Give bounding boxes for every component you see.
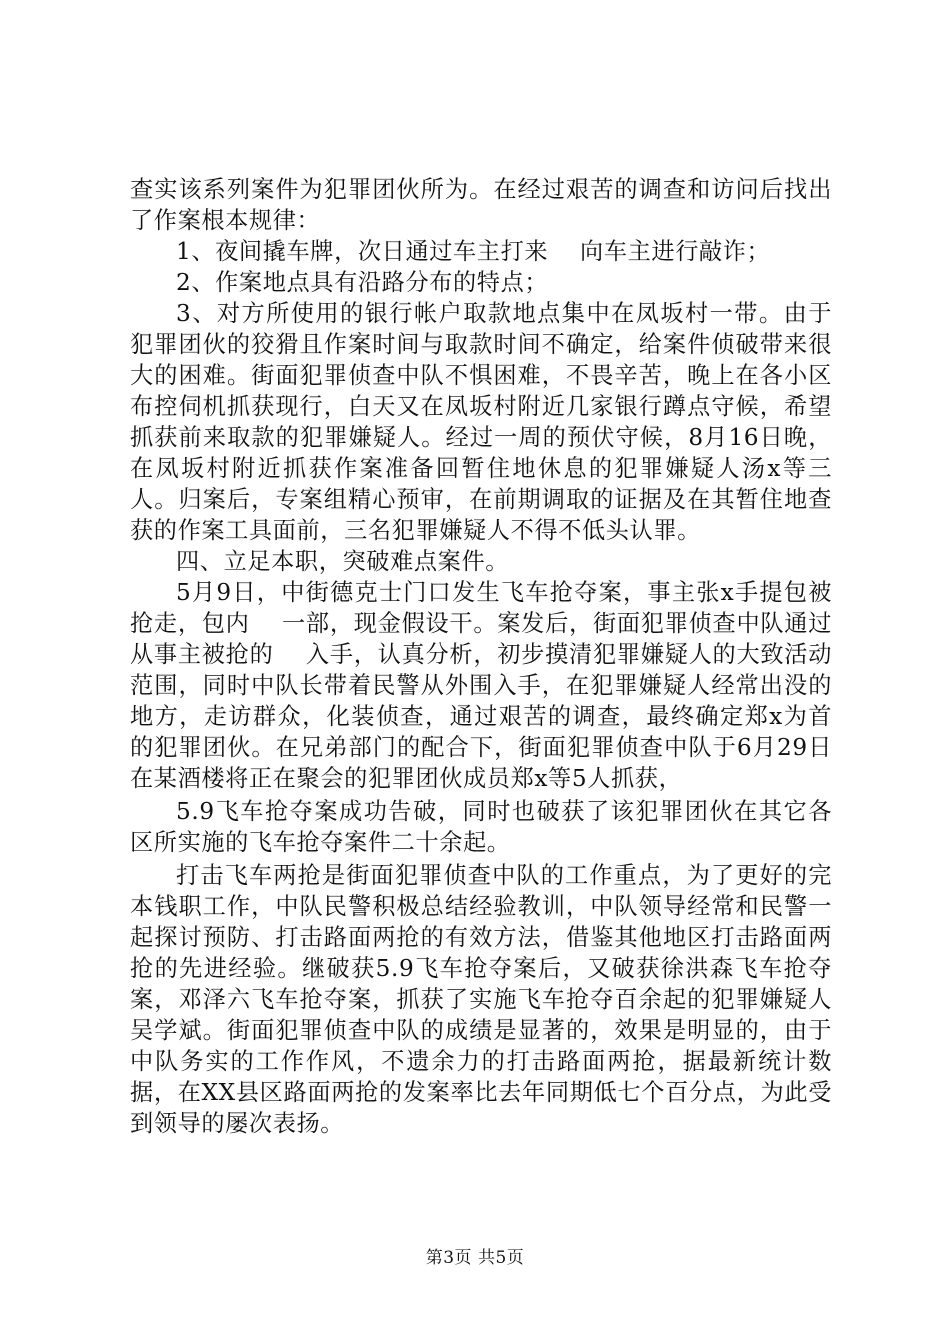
paragraph-continuation: 查实该系列案件为犯罪团伙所为。在经过艰苦的调查和访问后找出了作案根本规律： (130, 176, 832, 234)
list-item-1: 1、夜间撬车牌，次日通过车主打来 向车主进行敲诈； (176, 238, 771, 265)
paragraph-case-result: 5.9飞车抢夺案成功告破，同时也破获了该犯罪团伙在其它各区所实施的飞车抢夺案件二十余起。 (130, 798, 832, 856)
paragraph-summary: 打击飞车两抢是街面犯罪侦查中队的工作重点，为了更好的完本钱职工作，中队民警积极总结经验教训，中队领导经常和民警一起探讨预防、打击路面两抢的有效方法，借鉴其他地区打击路面两抢的先进经验。继破获5.9飞车抢夺案后，又破获徐洪森飞车抢夺案，邓泽六飞车抢夺案，抓获了实施飞车抢夺百余起的犯罪嫌疑人吴学斌。街面犯罪侦查中队的成绩是显著的，效果是明显的，由于中队务实的工作作风，不遗余力的打击路面两抢，据最新统计数据，在XX县区路面两抢的发案率比去年同期低七个百分点，为此受到领导的屡次表扬。 (130, 862, 832, 1137)
paragraph-case-0509: 5月9日，中街德克士门口发生飞车抢夺案，事主张x手提包被抢走，包内 一部，现金假设干。案发后，街面犯罪侦查中队通过从事主被抢的 入手，认真分析，初步摸清犯罪嫌疑人的大致活动范围，同时中队长带着民警从外围入手，在犯罪嫌疑人经常出没的地方，走访群众，化装侦查，通过艰苦的调查，最终确定郑x为首的犯罪团伙。在兄弟部门的配合下，街面犯罪侦查中队于6月29日在某酒楼将正在聚会的犯罪团伙成员郑x等5人抓获， (130, 579, 832, 792)
document-body (130, 174, 832, 1139)
list-item-3: 3、对方所使用的银行帐户取款地点集中在凤坂村一带。由于犯罪团伙的狡猾且作案时间与取款时间不确定，给案件侦破带来很大的困难。街面犯罪侦查中队不惧困难，不畏辛苦，晚上在各小区布控伺机抓获现行，白天又在凤坂村附近几家银行蹲点守候，希望抓获前来取款的犯罪嫌疑人。经过一周的预伏守候，8月16日晚，在凤坂村附近抓获作案准备回暂住地休息的犯罪嫌疑人汤x等三人。归案后，专案组精心预审，在前期调取的证据及在其暂住地查获的作案工具面前，三名犯罪嫌疑人不得不低头认罪。 (130, 300, 832, 544)
section-heading: 四、立足本职，突破难点案件。 (176, 548, 510, 575)
list-item-2: 2、作案地点具有沿路分布的特点； (176, 269, 549, 296)
page-number-footer: 第3页 共5页 (425, 1248, 525, 1268)
